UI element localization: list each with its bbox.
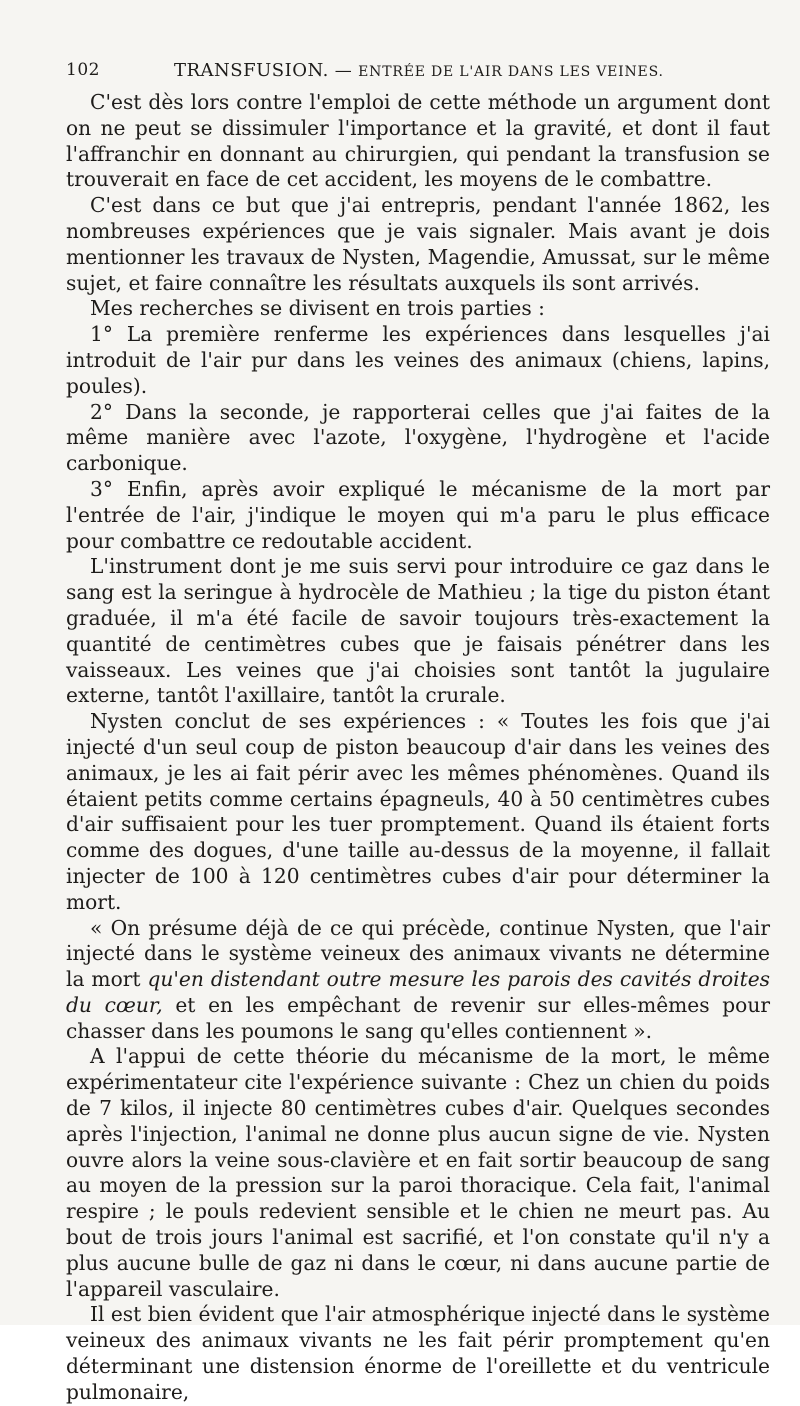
page-number: 102: [66, 60, 100, 80]
paragraph: A l'appui de cette théorie du mécanisme de la mort, le même expérimentateur cite l'expérience suivante : Chez un chien du poids de 7 kilos, il injecte 80 centimètres cubes d'air. Quelques secondes après l'injection, l'animal ne donne plus aucun signe de vie. Nysten ouvre alors la veine sous-clavière et en fait sortir beaucoup de sang au moyen de la pression sur la paroi thoracique. Cela fait, l'animal respire ; le pouls redevient sensible et le chien ne meurt pas. Au bout de trois jours l'animal est sacrifié, et l'on constate qu'il n'y a plus aucune bulle de gaz ni dans le cœur, ni dans aucune partie de l'appareil vasculaire.: [66, 1044, 770, 1301]
paragraph: Mes recherches se divisent en trois parties :: [90, 296, 545, 321]
section-subtitle: ENTRÉE DE L'AIR DANS LES VEINES.: [358, 64, 664, 80]
running-title: [174, 60, 664, 81]
paragraph: 1° La première renferme les expériences dans lesquelles j'ai introduit de l'air pur dans les veines des animaux (chiens, lapins, poules).: [66, 322, 770, 398]
paragraph: Il est bien évident que l'air atmosphérique injecté dans le système veineux des animaux vivants ne les fait périr promptement qu'en déterminant une distension énorme de l'oreillette et du ventricule pulmonaire,: [66, 1302, 770, 1404]
chapter-title: TRANSFUSION.: [174, 60, 329, 81]
paragraph: 3° Enfin, après avoir expliqué le mécanisme de la mort par l'entrée de l'air, j'indique le moyen qui m'a paru le plus efficace pour combattre ce redoutable accident.: [66, 476, 770, 553]
quote-text-end: et en les empêchant de revenir sur elles-mêmes pour chasser dans les poumons le sang qu'elles contiennent ».: [66, 992, 770, 1043]
paragraph: L'instrument dont je me suis servi pour introduire ce gaz dans le sang est la seringue à hydrocèle de Mathieu ; la tige du piston étant graduée, il m'a été facile de savoir toujours très-exactement la quantité de centimètres cubes que je faisais pénétrer dans les vaisseaux. Les veines que j'ai choisies sont tantôt la jugulaire externe, tantôt l'axillaire, tantôt la crurale.: [66, 554, 770, 708]
paragraph: 2° Dans la seconde, je rapporterai celles que j'ai faites de la même manière avec l'azote, l'oxygène, l'hydrogène et l'acide carbonique.: [66, 399, 770, 476]
paragraph: Nysten conclut de ses expériences : « Toutes les fois que j'ai injecté d'un seul coup de piston beaucoup d'air dans les veines des animaux, je les ai fait périr avec les mêmes phénomènes. Quand ils étaient petits comme certains épagneuls, 40 à 50 centimètres cubes d'air suffisaient pour les tuer promptement. Quand ils étaient forts comme des dogues, d'une taille au-dessus de la moyenne, il fallait injecter de 100 à 120 centimètres cubes d'air pour déterminer la mort.: [66, 709, 770, 914]
running-head: [66, 60, 770, 90]
italic-phrase: qu'en distendant outre mesure les parois des cavités droites du cœur,: [66, 967, 771, 1017]
body-text: [66, 90, 770, 1406]
paragraph: C'est dès lors contre l'emploi de cette méthode un argument dont on ne peut se dissimuler l'importance et la gravité, et dont il faut l'affranchir en donnant au chirurgien, qui pendant la transfusion se trouverait en face de cet accident, les moyens de le combattre.: [66, 90, 770, 192]
title-separator: —: [334, 61, 353, 81]
quote-text: « On présume déjà de ce qui précède, continue Nysten, que l'air injecté dans le système veineux des animaux vivants ne détermine la mort: [66, 915, 770, 992]
quote-paragraph: [66, 916, 770, 1045]
paragraph: C'est dans ce but que j'ai entrepris, pendant l'année 1862, les nombreuses expériences que je vais signaler. Mais avant je dois mentionner les travaux de Nysten, Magendie, Amussat, sur le même sujet, et faire connaître les résultats auxquels ils sont arrivés.: [66, 193, 770, 295]
